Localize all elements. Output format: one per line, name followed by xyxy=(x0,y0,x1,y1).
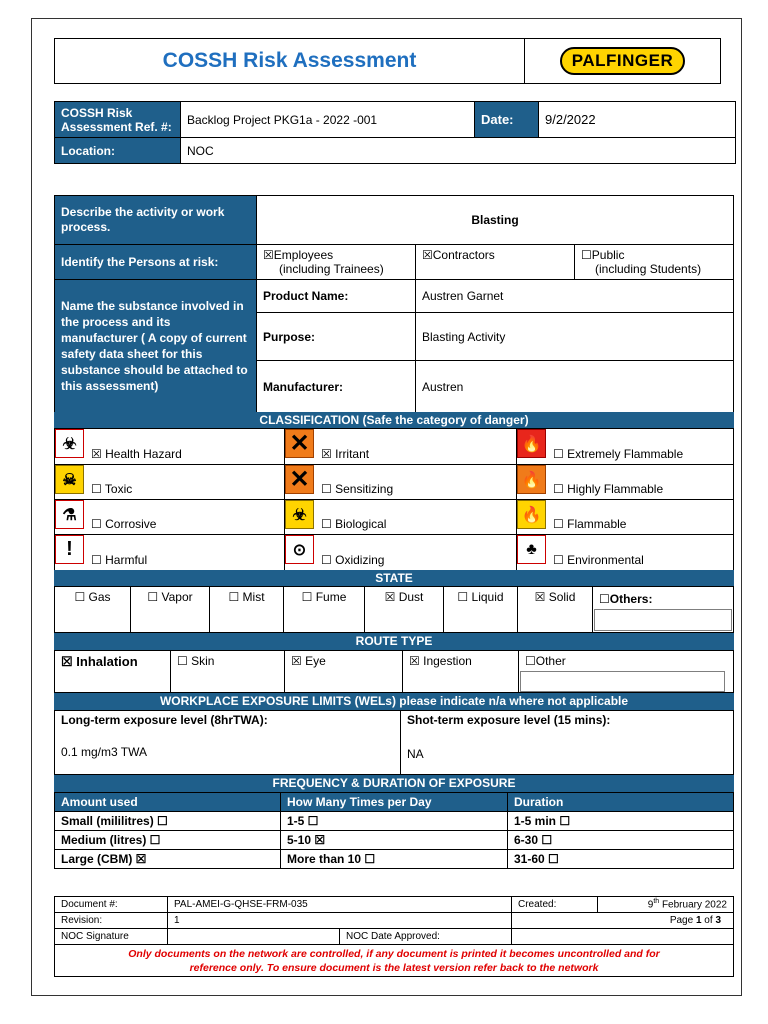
state-fume[interactable] xyxy=(284,587,365,633)
state-label: Others: xyxy=(609,592,653,606)
long-term-label: Long-term exposure level (8hrTWA): xyxy=(61,713,268,727)
class-sensitizing[interactable] xyxy=(285,465,517,500)
class-irritant[interactable] xyxy=(285,429,517,465)
option-label: Employees xyxy=(273,248,334,262)
date-label: Date: xyxy=(475,102,539,138)
state-title: STATE xyxy=(54,570,734,586)
class-label: Sensitizing xyxy=(335,482,394,496)
persons-employees[interactable] xyxy=(257,245,416,280)
class-label: Environmental xyxy=(567,553,644,567)
checkbox[interactable]: ☒ xyxy=(409,654,420,668)
state-label: Liquid xyxy=(471,590,504,604)
route-label: Eye xyxy=(305,654,326,668)
route-label: Inhalation xyxy=(76,654,138,669)
checkbox[interactable]: ☒ xyxy=(384,590,396,604)
checkbox[interactable]: ☒ xyxy=(321,447,332,461)
frequency-title: FREQUENCY & DURATION OF EXPOSURE xyxy=(54,775,734,792)
product-value: Austren Garnet xyxy=(416,280,734,313)
created-label: Created: xyxy=(512,897,598,913)
freq-cell[interactable]: 5-10 ☒ xyxy=(281,831,508,850)
class-label: Corrosive xyxy=(105,517,157,531)
state-label: Fume xyxy=(315,590,347,604)
footer-table xyxy=(54,896,734,977)
class-label: Highly Flammable xyxy=(567,482,664,496)
state-label: Vapor xyxy=(161,590,193,604)
class-label: Oxidizing xyxy=(335,553,385,567)
checkbox[interactable]: ☐ xyxy=(553,482,564,496)
state-others[interactable] xyxy=(593,587,734,633)
state-label: Solid xyxy=(548,590,576,604)
option-sub: (including Trainees) xyxy=(279,262,384,276)
date-value: 9/2/2022 xyxy=(539,102,736,138)
other-route-input[interactable] xyxy=(520,671,725,692)
freq-cell[interactable]: 1-5 ☐ xyxy=(281,812,508,831)
route-ingestion[interactable] xyxy=(403,651,519,693)
route-table xyxy=(54,650,734,693)
option-label: Contractors xyxy=(432,248,495,262)
noc-date-label: NOC Date Approved: xyxy=(340,929,512,945)
checkbox[interactable]: ☒ xyxy=(534,590,546,604)
environment-icon: ♣ xyxy=(517,535,546,564)
exclamation-icon: ! xyxy=(55,535,84,564)
corrosive-icon: ⚗ xyxy=(55,500,84,529)
class-oxidizing[interactable] xyxy=(285,535,517,571)
flame-icon: 🔥 xyxy=(517,429,546,458)
noc-signature-label: NOC Signature xyxy=(55,929,168,945)
noc-date-field[interactable] xyxy=(512,929,734,945)
classification-grid xyxy=(54,428,734,571)
checkbox[interactable]: ☐ xyxy=(599,592,610,606)
wel-title: WORKPLACE EXPOSURE LIMITS (WELs) please indicate n/a where not applicable xyxy=(54,693,734,710)
route-inhalation[interactable] xyxy=(55,651,171,693)
checkbox[interactable]: ☐ xyxy=(301,590,313,604)
long-term-value[interactable]: 0.1 mg/m3 TWA xyxy=(61,745,148,759)
checkbox[interactable]: ☐ xyxy=(553,553,564,567)
oxidizing-icon: ⊙ xyxy=(285,535,314,564)
logo-cell xyxy=(525,39,721,84)
route-title: ROUTE TYPE xyxy=(54,633,734,650)
class-label: Irritant xyxy=(335,447,370,461)
location-value: NOC xyxy=(181,138,736,164)
checkbox[interactable]: ☐ xyxy=(74,590,86,604)
state-label: Dust xyxy=(398,590,424,604)
irritant-icon: ✕ xyxy=(285,429,314,458)
ref-label: COSSH Risk Assessment Ref. #: xyxy=(55,102,181,138)
class-extremely-flammable[interactable] xyxy=(517,429,734,465)
checkbox[interactable]: ☐ xyxy=(553,447,564,461)
freq-header: How Many Times per Day xyxy=(281,793,508,812)
persons-public[interactable] xyxy=(575,245,734,280)
state-mist[interactable] xyxy=(210,587,284,633)
short-term-cell xyxy=(401,711,734,775)
page-title: COSSH Risk Assessment xyxy=(55,39,525,84)
checkbox[interactable]: ☐ xyxy=(147,590,159,604)
sensitizing-icon: ✕ xyxy=(285,465,314,494)
header-table xyxy=(54,38,721,84)
freq-cell[interactable]: Small (mililitres) ☐ xyxy=(55,812,281,831)
route-skin[interactable] xyxy=(171,651,285,693)
class-flammable[interactable] xyxy=(517,500,734,535)
activity-label: Describe the activity or work process. xyxy=(55,196,257,245)
state-solid[interactable] xyxy=(518,587,593,633)
short-term-label: Shot-term exposure level (15 mins): xyxy=(407,713,611,727)
revision-label: Revision: xyxy=(55,913,168,929)
route-other[interactable] xyxy=(519,651,734,693)
state-label: Mist xyxy=(242,590,265,604)
product-label: Product Name: xyxy=(257,280,416,313)
freq-cell[interactable]: 31-60 ☐ xyxy=(508,850,734,869)
class-environmental[interactable] xyxy=(517,535,734,571)
persons-contractors[interactable] xyxy=(416,245,575,280)
others-input[interactable] xyxy=(594,609,732,631)
activity-value: Blasting xyxy=(257,196,734,245)
checkbox[interactable]: ☐ xyxy=(228,590,240,604)
revision-value: 1 xyxy=(168,913,512,929)
route-label: Other xyxy=(535,654,566,668)
state-liquid[interactable] xyxy=(444,587,518,633)
freq-header: Amount used xyxy=(55,793,281,812)
class-label: Harmful xyxy=(105,553,148,567)
biohazard-icon: ☣ xyxy=(285,500,314,529)
logo-text: PALFINGER xyxy=(571,51,674,70)
checkbox[interactable]: ☐ xyxy=(91,517,102,531)
class-corrosive[interactable] xyxy=(55,500,285,535)
purpose-value: Blasting Activity xyxy=(416,313,734,361)
state-vapor[interactable] xyxy=(131,587,210,633)
class-toxic[interactable] xyxy=(55,465,285,500)
state-gas[interactable] xyxy=(55,587,131,633)
state-dust[interactable] xyxy=(365,587,444,633)
flame-icon: 🔥 xyxy=(517,500,546,529)
checkbox[interactable]: ☐ xyxy=(91,553,102,567)
class-label: Toxic xyxy=(104,482,133,496)
created-value: 9th February 2022 xyxy=(598,897,734,913)
purpose-label: Purpose: xyxy=(257,313,416,361)
checkbox[interactable]: ☒ xyxy=(61,654,73,669)
checkbox[interactable]: ☐ xyxy=(91,482,102,496)
class-health-hazard[interactable] xyxy=(55,429,285,465)
health-hazard-icon: ☣ xyxy=(55,429,84,458)
palfinger-logo xyxy=(560,47,685,75)
class-highly-flammable[interactable] xyxy=(517,465,734,500)
class-label: Health Hazard xyxy=(105,447,182,461)
document-page xyxy=(31,18,742,996)
checkbox[interactable]: ☒ xyxy=(263,248,274,262)
flame-icon: 🔥 xyxy=(517,465,546,494)
classification-title: CLASSIFICATION (Safe the category of danger) xyxy=(54,412,734,428)
page-indicator: Page 1 of 3 xyxy=(512,913,734,929)
freq-cell[interactable]: Large (CBM) ☒ xyxy=(55,850,281,869)
checkbox[interactable]: ☐ xyxy=(321,482,332,496)
class-harmful[interactable] xyxy=(55,535,285,571)
frequency-table xyxy=(54,792,734,869)
route-label: Ingestion xyxy=(423,654,472,668)
route-eye[interactable] xyxy=(285,651,403,693)
location-label: Location: xyxy=(55,138,181,164)
checkbox[interactable]: ☐ xyxy=(581,248,592,262)
doc-number-label: Document #: xyxy=(55,897,168,913)
class-label: Biological xyxy=(335,517,387,531)
manufacturer-label: Manufacturer: xyxy=(257,361,416,413)
doc-number-value: PAL-AMEI-G-QHSE-FRM-035 xyxy=(168,897,512,913)
freq-header: Duration xyxy=(508,793,734,812)
manufacturer-value: Austren xyxy=(416,361,734,413)
skull-icon: ☠ xyxy=(55,465,84,494)
route-label: Skin xyxy=(191,654,215,668)
freq-cell[interactable]: 1-5 min ☐ xyxy=(508,812,734,831)
control-notice: Only documents on the network are controlled, if any document is printed it becomes uncontrolled and for reference only. To ensure document is the latest version refer back to the network xyxy=(55,945,734,977)
long-term-cell xyxy=(55,711,401,775)
checkbox[interactable]: ☐ xyxy=(457,590,469,604)
checkbox[interactable]: ☒ xyxy=(91,447,102,461)
freq-cell[interactable]: More than 10 ☐ xyxy=(281,850,508,869)
option-sub: (including Students) xyxy=(595,262,702,276)
checkbox[interactable]: ☐ xyxy=(525,654,536,668)
ref-table xyxy=(54,101,736,164)
noc-signature-field[interactable] xyxy=(168,929,340,945)
checkbox[interactable]: ☐ xyxy=(321,553,332,567)
substance-label: Name the substance involved in the process and its manufacturer ( A copy of current safety data sheet for this substance should be attached to this assessment) xyxy=(55,280,257,413)
wel-table xyxy=(54,710,734,775)
state-label: Gas xyxy=(88,590,111,604)
checkbox[interactable]: ☐ xyxy=(321,517,332,531)
persons-label: Identify the Persons at risk: xyxy=(55,245,257,280)
option-label: Public xyxy=(591,248,625,262)
class-biological[interactable] xyxy=(285,500,517,535)
checkbox[interactable]: ☒ xyxy=(291,654,302,668)
freq-cell[interactable]: 6-30 ☐ xyxy=(508,831,734,850)
class-label: Extremely Flammable xyxy=(567,447,684,461)
substance-table xyxy=(54,195,734,413)
checkbox[interactable]: ☐ xyxy=(177,654,188,668)
checkbox[interactable]: ☐ xyxy=(553,517,564,531)
freq-cell[interactable]: Medium (litres) ☐ xyxy=(55,831,281,850)
checkbox[interactable]: ☒ xyxy=(422,248,433,262)
short-term-value[interactable]: NA xyxy=(407,747,424,761)
ref-value: Backlog Project PKG1a - 2022 -001 xyxy=(181,102,475,138)
class-label: Flammable xyxy=(567,517,627,531)
state-table xyxy=(54,586,734,633)
